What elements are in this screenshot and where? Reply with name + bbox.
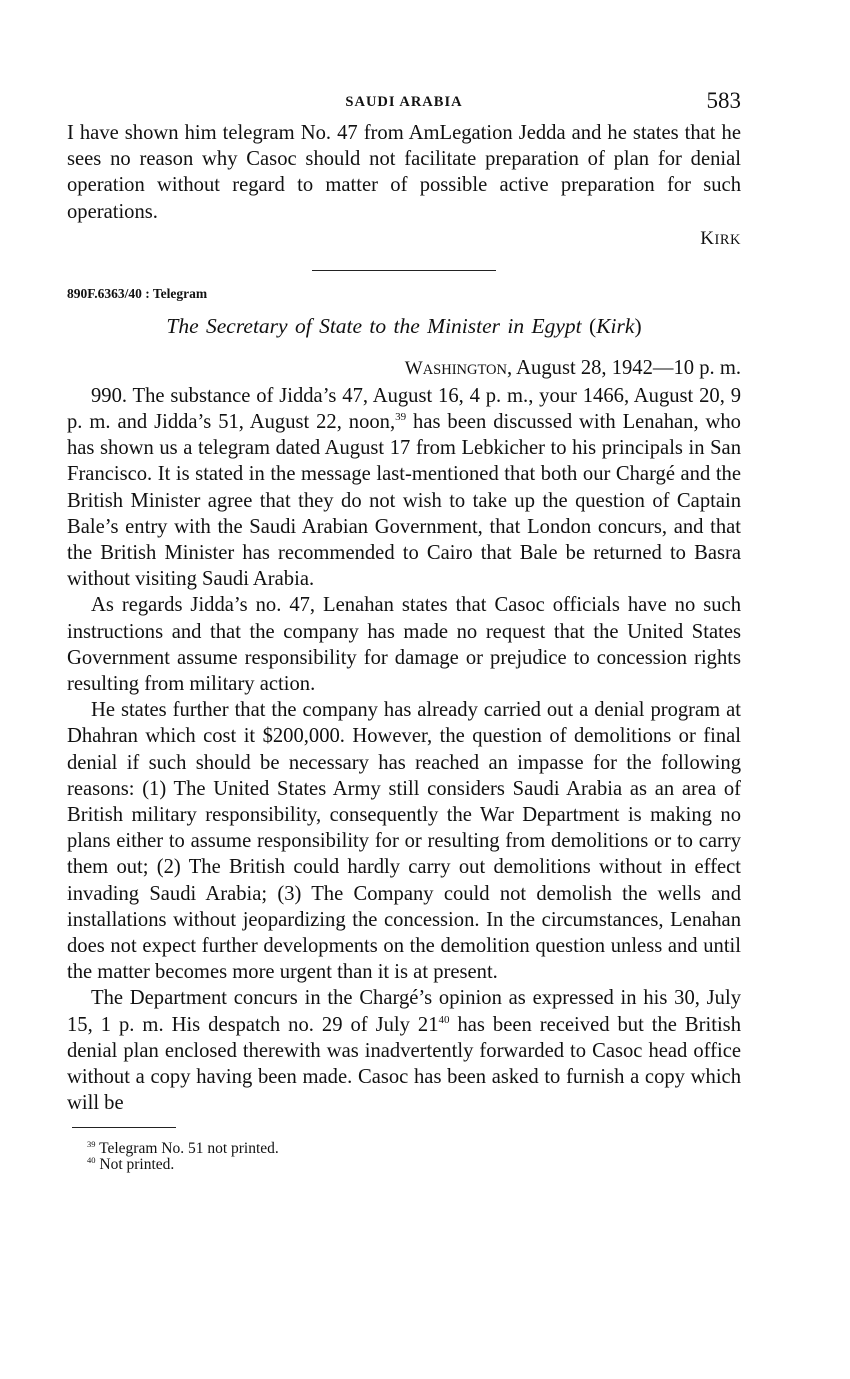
dateline-initial: W bbox=[404, 357, 423, 379]
footnote-40-number: 40 bbox=[87, 1154, 96, 1165]
running-header bbox=[67, 86, 741, 120]
footnote-39 bbox=[87, 1138, 741, 1158]
paragraph-4 bbox=[67, 985, 741, 1116]
signature-initial: K bbox=[700, 227, 715, 249]
dateline-rest: ASHINGTON bbox=[422, 361, 508, 378]
document-heading bbox=[67, 313, 741, 339]
dateline-text: , August 28, 1942—10 p. m. bbox=[507, 356, 741, 379]
paragraph-4-part-2: has been received but the British denial plan enclosed therewith was inadvertently forwarded to Casoc head office without a copy having been made. Casoc has been asked to furnish a copy which will be bbox=[67, 1013, 741, 1115]
document-page bbox=[67, 86, 741, 1174]
footnote-39-number: 39 bbox=[87, 1138, 96, 1149]
heading-open-paren: ( bbox=[589, 313, 597, 338]
footnote-40-text: Not printed. bbox=[95, 1156, 175, 1173]
footnote-40 bbox=[87, 1154, 741, 1174]
paragraph-4-part-1: The Department concurs in the Chargé’s opinion as expressed in his 30, July 15, 1 p. m. His despatch no. 29 of July 21 bbox=[67, 987, 741, 1036]
intro-paragraph: I have shown him telegram No. 47 from AmLegation Jedda and he states that he sees no reason why Casoc should not facilitate preparation of plan for denial operation without regard to matter of possible active preparation for such operations. bbox=[67, 122, 741, 223]
file-reference: 890F.6363/40 : Telegram bbox=[67, 285, 208, 301]
paragraph-1 bbox=[67, 383, 741, 593]
signature bbox=[67, 226, 741, 253]
section-divider bbox=[312, 270, 496, 271]
heading-close-paren: ) bbox=[634, 313, 642, 338]
heading-title: The Secretary of State to the Minister in Egypt bbox=[166, 313, 582, 338]
running-title: SAUDI ARABIA bbox=[345, 94, 463, 110]
page-number: 583 bbox=[706, 88, 741, 113]
signature-rest: IRK bbox=[714, 231, 741, 248]
footnote-rule bbox=[72, 1127, 176, 1128]
footnote-ref-39: 39 bbox=[395, 411, 407, 424]
paragraph-3: He states further that the company has already carried out a denial program at Dhahran which cost it $200,000. However, the question of demolitions or final denial if such should be necessary has reached an impasse for the following reasons: (1) The United States Army still considers Saudi Arabia as an area of British military responsibility, consequently the War Department is making no plans either to assume responsibility for or resulting from demolitions or to carry them out; (2) The British could hardly carry out demolitions without in effect invading Saudi Arabia; (3) The Company could not demolish the wells and installations without jeopardizing the concession. In the circumstances, Lenahan does not expect further developments on the demolition question unless and until the matter becomes more urgent than it is at present. bbox=[67, 699, 741, 984]
footnote-ref-40: 40 bbox=[438, 1013, 450, 1026]
footnote-39-text: Telegram No. 51 not printed. bbox=[95, 1139, 279, 1157]
paragraph-2: As regards Jidda’s no. 47, Lenahan states that Casoc officials have no such instructions and that the company has made no request that the United States Government assume responsibility for damage or prejudice to concession rights resulting from military action. bbox=[67, 594, 741, 696]
heading-name: Kirk bbox=[596, 313, 635, 338]
dateline bbox=[67, 355, 741, 383]
paragraph-1-part-1: 990. The substance of Jidda’s 47, August 16, 4 p. m., your 1466, August 20, 9 p. m. and Jidda’s 51, August 22, noon, bbox=[67, 384, 741, 434]
footnotes bbox=[67, 1138, 741, 1174]
paragraph-1-part-2: has been discussed with Lenahan, who has shown us a telegram dated August 17 from Lebkicher to his principals in San Francisco. It is stated in the message last-mentioned that both our Chargé and the British Minister agree that they do not wish to take up the question of Captain Bale’s entry with the Saudi Arabian Government, that London concurs, and that the British Minister has recommended to Cairo that Bale be returned to Basra without visiting Saudi Arabia. bbox=[67, 411, 741, 591]
